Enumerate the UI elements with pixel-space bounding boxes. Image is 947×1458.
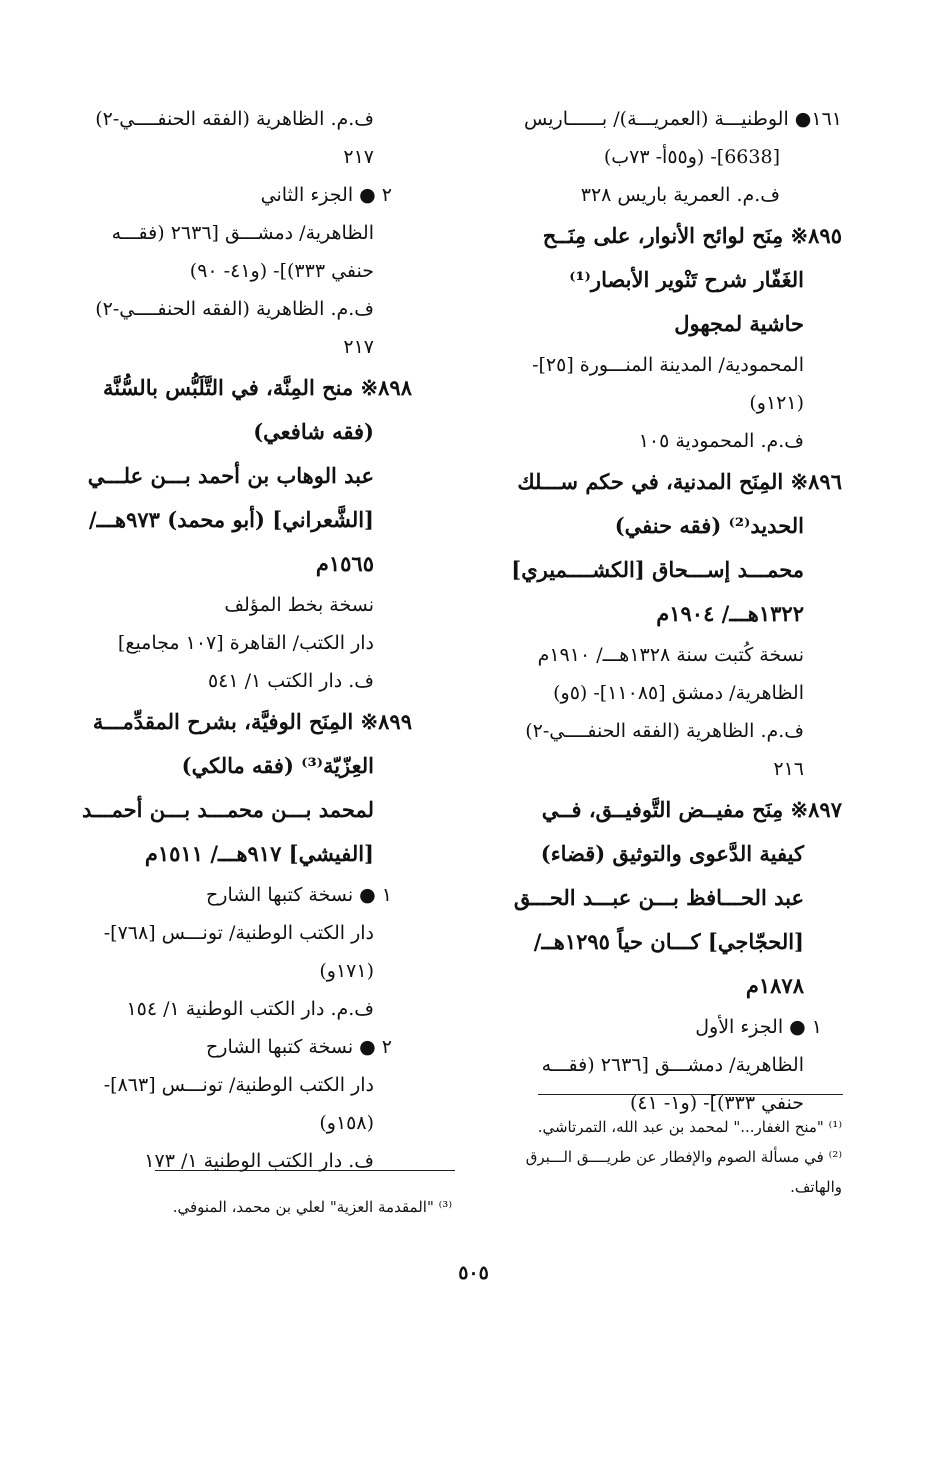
entry-heading-line: عبد الحـــافظ بـــن عبـــد الحـــق [513,885,804,910]
entry-text-line: دار الكتب الوطنية/ تونـــس [٧٦٨]- [103,922,374,944]
entry-heading-line: ٨٩٨※ منح المِنَّة، في التَّلَبُّس بالسُّنَّة [102,375,412,400]
entry-text-line: ١ ● نسخة كتبها الشارح [206,884,392,906]
entry-text-line: نسخة بخط المؤلف [224,594,374,616]
entry-heading-line: [الفيشي] ٩١٧هـــ/ ١٥١١م [144,841,374,866]
entry-heading-line: ٨٩٦※ المِنَح المدنية، في حكم ســـلك [517,469,842,494]
entry-text-line: نسخة كُتبت سنة ١٣٢٨هـــ/ ١٩١٠م [537,644,804,666]
entry-text-line: ف.م. العمرية باريس ٣٢٨ [580,184,780,206]
entry-text-line: الظاهرية/ دمشق [١١٠٨٥]- (٥و) [553,682,804,704]
footnote-line: ⁽²⁾ في مسألة الصوم والإفطار عن طريــــق الـــبرق [525,1148,842,1166]
entry-heading-line: [الشَّعراني] (أبو محمد) ٩٧٣هـــ/ [88,507,374,532]
entry-heading-line: (فقه شافعي) [253,419,374,444]
entry-text-line: ١٦١● الوطنيـــة (العمريـــة)/ بــــــاريس [524,108,842,130]
entry-text-line: الظاهرية/ دمشـــق [٢٦٣٦ (فقـــه [541,1054,804,1076]
footnote-line: ⁽³⁾ "المقدمة العزية" لعلي بن محمد، المنوفي. [172,1198,452,1216]
entry-heading-line: [الحجّاجي] كـــان حياً ١٢٩٥هــ/ [533,929,804,954]
entry-text-line: ف.م. الظاهرية (الفقه الحنفــــي-٢) [525,720,804,742]
entry-heading-line: محمـــد إســـحاق [الكشــــميري] [511,557,804,582]
entry-text-line: (١٥٨و) [319,1112,374,1134]
entry-text-line: حنفي ٣٣٣)]- (و١- ٤١) [630,1092,804,1114]
entry-text-line: ف.م. المحمودية ١٠٥ [638,430,804,452]
entry-text-line: ٢ ● نسخة كتبها الشارح [206,1036,392,1058]
entry-heading-line: ١٥٦٥م [315,551,374,576]
footnotes-left [122,1192,452,1222]
entry-text-line: [6638]- (و٥٥أ- ٧٣ب) [603,146,780,168]
right-column [497,100,842,1122]
entry-heading-line: حاشية لمجهول [674,311,804,336]
footnote-divider-left [155,1170,455,1171]
entry-text-line: ٢ ● الجزء الثاني [260,184,392,206]
entry-text-line: الظاهرية/ دمشـــق [٢٦٣٦ (فقـــه [111,222,374,244]
entry-text-line: حنفي ٣٣٣)]- (و٤١- ٩٠) [189,260,374,282]
entry-heading-line: العِزّيّة⁽³⁾ (فقه مالكي) [181,753,374,778]
footnote-line: ⁽¹⁾ "منح الغفار..." لمحمد بن عبد الله، التمرتاشي. [537,1118,842,1136]
entry-text-line: دار الكتب الوطنية/ تونـــس [٨٦٣]- [103,1074,374,1096]
entry-heading-line: ١٣٢٢هـــ/ ١٩٠٤م [656,601,804,626]
entry-text-line: دار الكتب/ القاهرة [١٠٧ مجاميع] [117,632,374,654]
page-number: ٥٠٥ [458,1262,489,1284]
entry-text-line: ٢١٧ [343,146,374,168]
entry-text-line: (١٢١و) [749,392,804,414]
entry-heading-line: ٨٩٩※ المِنَح الوفيَّة، بشرح المقدِّمـــة [92,709,412,734]
entry-text-line: ١ ● الجزء الأول [695,1016,822,1038]
entry-text-line: ٢١٦ [773,758,804,780]
footnote-divider-right [538,1094,843,1095]
footnote-line: والهاتف. [790,1178,842,1196]
entry-text-line: ف.م. دار الكتب الوطنية ١/ ١٥٤ [126,998,374,1020]
entry-heading-line: ٨٩٥※ مِنَح لوائح الأنوار، على مِنَــح [542,223,842,248]
entry-text-line: المحمودية/ المدينة المنـــورة [٢٥]- [532,354,804,376]
footnotes-right [497,1112,842,1202]
left-column [82,100,412,1180]
entry-text-line: (١٧١و) [319,960,374,982]
entry-heading-line: كيفية الدَّعوى والتوثيق (قضاء) [540,841,804,866]
entry-text-line: ف. دار الكتب ١/ ٥٤١ [207,670,374,692]
entry-heading-line: الغَفّار شرح تَنْوير الأبصار⁽¹⁾ [569,267,804,292]
entry-heading-line: الحديد⁽²⁾ (فقه حنفي) [614,513,804,538]
entry-text-line: ف.م. الظاهرية (الفقه الحنفــــي-٢) [95,108,374,130]
entry-heading-line: ١٨٧٨م [745,973,804,998]
entry-text-line: ف.م. الظاهرية (الفقه الحنفــــي-٢) [95,298,374,320]
entry-text-line: ف. دار الكتب الوطنية ١/ ١٧٣ [144,1150,374,1172]
entry-text-line: ٢١٧ [343,336,374,358]
entry-heading-line: ٨٩٧※ مِنَح مفيــض التَّوفيــق، فــي [541,797,842,822]
entry-heading-line: لمحمد بـــن محمـــد بـــن أحمـــد [82,797,374,822]
entry-heading-line: عبد الوهاب بن أحمد بـــن علـــي [87,463,374,488]
